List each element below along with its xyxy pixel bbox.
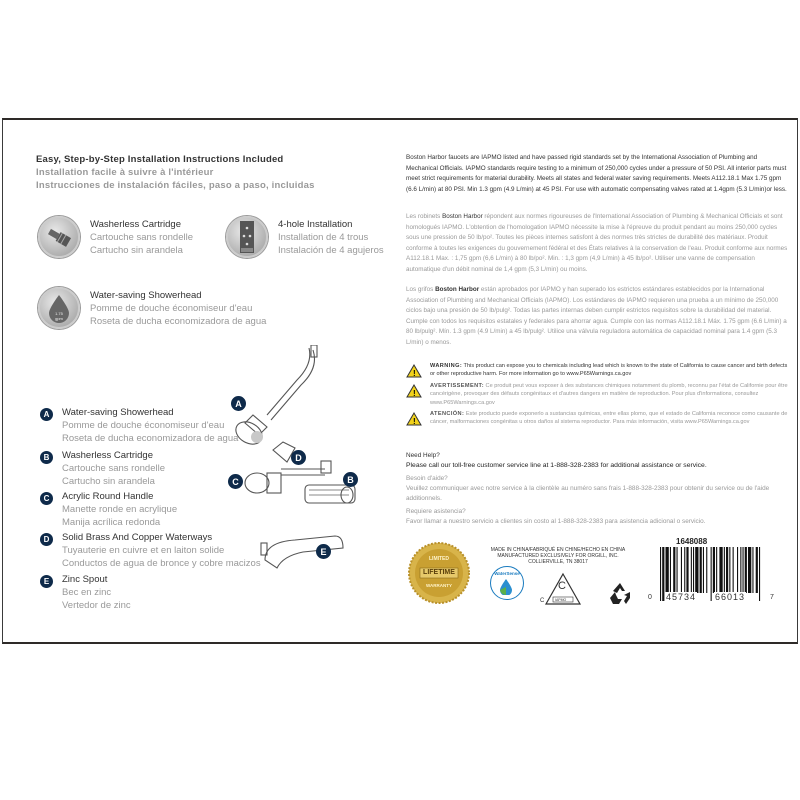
part-es: Conductos de agua de bronce y cobre macizos — [62, 558, 261, 569]
barcode-bar — [737, 547, 738, 593]
water-drop-icon — [38, 287, 80, 329]
faucet-parts-illustration — [225, 345, 375, 585]
barcode-bar — [752, 547, 753, 593]
barcode-bar — [695, 547, 698, 593]
feature-4-hole-installation — [226, 216, 384, 258]
barcode-bar — [719, 547, 722, 593]
para-pre: Les robinets — [406, 213, 443, 220]
part-c — [40, 491, 177, 528]
compliance-paragraph-en — [406, 153, 790, 195]
barcode-bar — [716, 547, 717, 593]
part-fr: Tuyauterie en cuivre et en laiton solide — [62, 545, 225, 556]
warning-text: Ce produit peut vous exposer à des substances chimiques notamment du plomb, reconnu par l'état de Californie pour être cancérigène, provoquer des défauts congénitaux et d'autres dangers en matière de reproduction. Pour plus d'informations, consultez www.P65Warnings.ca.gov — [430, 383, 788, 406]
warning-fr — [406, 382, 790, 407]
warning-label: AVERTISSEMENT: — [430, 383, 484, 389]
callout-e: E — [316, 544, 331, 559]
part-fr: Bec en zinc — [62, 587, 112, 598]
iapmo-cert-mark — [540, 572, 586, 608]
sku-number: 1648088 — [676, 537, 708, 546]
manufactured-for-line: MANUFACTURED EXCLUSIVELY FOR ORGILL, INC. — [497, 553, 619, 559]
cartridge-icon — [38, 216, 80, 258]
part-letter-badge: D — [40, 533, 53, 546]
part-en: Washerless Cartridge — [62, 450, 153, 461]
upc-left-digit: 0 — [648, 594, 652, 601]
part-a — [40, 407, 238, 444]
barcode-bar — [700, 547, 702, 593]
warning-es — [406, 410, 790, 427]
part-fr: Pomme de douche économiseur d'eau — [62, 420, 225, 431]
barcode-bar — [681, 547, 682, 593]
feature-fr: Pomme de douche économiseur d'eau — [90, 302, 253, 314]
barcode-bar — [745, 547, 747, 593]
feature-water-saving-showerhead — [38, 287, 266, 329]
upc-left-group: 45734 — [666, 592, 697, 602]
callout-a: A — [231, 396, 246, 411]
barcode-bar — [759, 547, 760, 601]
barcode-bar — [691, 547, 692, 593]
watersense-text: WaterSense — [494, 571, 520, 576]
seal-top-text: LIMITED — [429, 556, 449, 562]
feature-washerless-cartridge — [38, 216, 193, 258]
part-letter-badge: C — [40, 492, 53, 505]
barcode-bar — [703, 547, 704, 593]
warning-triangle-icon — [406, 412, 422, 426]
four-hole-icon — [226, 216, 268, 258]
svg-text:!: ! — [413, 389, 416, 398]
barcode-bar — [748, 547, 751, 593]
lifetime-warranty-seal — [408, 542, 470, 604]
callout-b: B — [343, 472, 358, 487]
address-line: COLLIERVILLE, TN 38017 — [528, 559, 588, 565]
barcode-bar — [726, 547, 728, 593]
part-en: Acrylic Round Handle — [62, 491, 154, 502]
heading-fr: Installation facile à suivre à l'intérieur — [36, 167, 214, 178]
barcode-bar — [684, 547, 685, 593]
feature-en: Washerless Cartridge — [90, 218, 181, 230]
part-es: Manija acrílica redonda — [62, 517, 161, 528]
upc-right-digit: 7 — [770, 594, 774, 601]
barcode-bar — [677, 547, 678, 593]
barcode-bar — [743, 547, 744, 593]
callout-c: C — [228, 474, 243, 489]
part-fr: Cartouche sans rondelle — [62, 463, 165, 474]
part-es: Roseta de ducha economizadora de agua — [62, 433, 239, 444]
heading-en: Easy, Step-by-Step Installation Instructions Included — [36, 154, 284, 165]
part-letter-badge: E — [40, 575, 53, 588]
barcode-bar — [729, 547, 730, 593]
compliance-paragraph-es — [406, 285, 790, 349]
warning-label: WARNING: — [430, 363, 463, 369]
warning-en — [406, 362, 790, 379]
barcode-bar — [733, 547, 734, 593]
part-en: Solid Brass And Copper Waterways — [62, 532, 213, 543]
brand-name: Boston Harbor — [442, 213, 483, 220]
part-en: Water-saving Showerhead — [62, 407, 174, 418]
help-question-es: Requiere asistencia? — [406, 508, 466, 515]
part-e — [40, 574, 131, 611]
watersense-logo — [490, 566, 524, 600]
para-text: faucets are IAPMO listed and have passed rigid standards set by the International Association of Plumbing and Mechanical Officials. IAPMO standards require testing to a minimum of 250,000 cycles under a pressure of 50 PSI. All interior parts must meet strict requirements for material durability. Meets all states and federal water saving requirements. Meets A112.18.1 Max 1.75 gpm (6.6 L/min) at 80 PSI. Min 1.3 gpm (4.9 L/min) at 45 PSI. For use with automatic compensating valves rated at 1.4gpm (5.3 L/min)or less. — [406, 154, 787, 193]
barcode-bar — [670, 547, 671, 593]
warning-text: Este producto puede exponerlo a sustancias químicas, entre ellas plomo, que el estado de California reconoce como causante de cáncer, malformaciones congénitas u otros daños al sistema reproductor. Para más información, visita www.P65Warnings.ca.gov — [430, 411, 788, 426]
made-in-line: MADE IN CHINA/FABRIQUÉ EN CHINE/HECHO EN CHINA — [490, 547, 626, 553]
part-es: Cartucho sin arandela — [62, 476, 155, 487]
brand-name: Boston Harbor — [406, 154, 447, 161]
part-en: Zinc Spout — [62, 574, 108, 585]
help-answer-en: Please call our toll-free customer service line at 1-888-328-2383 for additional assistance or service. — [406, 462, 707, 469]
barcode-bar — [673, 547, 675, 593]
feature-es: Cartucho sin arandela — [90, 244, 183, 256]
heading-es: Instrucciones de instalación fáciles, paso a paso, incluidas — [36, 180, 315, 191]
upc-right-group: 66013 — [715, 592, 746, 602]
feature-es: Instalación de 4 agujeros — [278, 244, 384, 256]
help-answer-es: Favor llamar a nuestro servicio a clientes sin costo al 1-888-328-2383 para asistencia adicional o servicio. — [406, 518, 706, 525]
installation-heading — [36, 154, 315, 191]
feature-fr: Installation de 4 trous — [278, 231, 369, 243]
cert-letter: C — [558, 580, 566, 592]
help-question-en: Need Help? — [406, 452, 440, 459]
barcode-bar — [706, 547, 707, 593]
warning-text: This product can expose you to chemicals including lead which is known to the state of California to cause cancer and birth defects or other reproductive harm. For more information go to www.P65Warnings.ca.gov — [430, 363, 788, 378]
recycle-icon — [608, 582, 632, 609]
manufacturer-info — [478, 547, 638, 565]
feature-en: Water-saving Showerhead — [90, 289, 202, 301]
barcode-bar — [713, 547, 715, 593]
feature-fr: Cartouche sans rondelle — [90, 231, 193, 243]
seal-bottom-text: WARRANTY — [426, 583, 452, 588]
para-pre: Los grifos — [406, 286, 436, 293]
callout-d: D — [291, 450, 306, 465]
part-es: Vertedor de zinc — [62, 600, 131, 611]
warning-triangle-icon — [406, 364, 422, 378]
drop-label: 1.75 gpm — [55, 311, 63, 321]
warning-triangle-icon — [406, 384, 422, 398]
barcode-bar — [693, 547, 694, 593]
para-text: répondent aux normes rigoureuses de l'International Association of Plumbing & Mechanical Officials et sont homologués IAPMO. L'obtention de l'homologation IAPMO nécessite la mise à l'épreuve du produit pendant au moins 250,000 cycles sous une pression de 50 lb/po². Toutes les pièces internes satisfont à des normes très strictes de durabilité des matériaux. Produit conforme à toutes les exigences du gouvernement fédéral et des États relatives à la conservation de l'eau. Produit conforme aux normes A112.18.1 Max. : 1,75 gpm (6,6 L/min) à 80 lb/po². Min. : 1,3 gpm (4,9 L/min) à 45 lb/po². Utiliser une vanne de compensation automatique d'un débit nominal de 1,4 gpm (5,3 L/min) ou moins. — [406, 213, 788, 273]
barcode-bar — [756, 547, 758, 593]
svg-text:!: ! — [413, 369, 416, 378]
barcode-bar — [740, 547, 741, 593]
part-fr: Manette ronde en acrylique — [62, 504, 178, 515]
feature-en: 4-hole Installation — [278, 218, 353, 230]
compliance-paragraph-fr — [406, 212, 790, 276]
help-question-fr: Besoin d'aide? — [406, 475, 448, 482]
cert-left-letter: C — [540, 598, 545, 604]
cert-base-text: IAPMO — [555, 597, 567, 602]
part-b — [40, 450, 165, 487]
para-text: están aprobados por IAPMO y han superado los estrictos estándares establecidos por la International Association of Plumbing and Mechanical Officials (IAPMO). Los estándares de IAPMO requieren una prueba a un mínimo de 250,000 ciclos bajo una presión de 50 lb/pulg². Todas las partes internas deben cumplir estrictos requisitos sobre la durabilidad del material. Cumple con todos los requisitos estatales y federales para ahorrar agua. Cumple con las normas A112.18.1 Máx. 1.75 gpm (6.6 L/min) a 80 lb/pulg². Mín. 1.3 gpm (4.9 L/min) a 45 lb/pulg². Utilice una válvula reguladora automática de capacidad nominal para 1.4 gpm (5.3 L/min) o menos. — [406, 286, 787, 346]
brand-name: Boston Harbor — [435, 286, 480, 293]
help-answer-fr: Veuillez communiquer avec notre service à la clientèle au numéro sans frais 1-888-328-2383 pour obtenir du service ou de l'aide additionnels. — [406, 485, 770, 502]
barcode-bar — [711, 547, 712, 601]
barcode-bar — [660, 547, 661, 601]
part-letter-badge: B — [40, 451, 53, 464]
part-letter-badge: A — [40, 408, 53, 421]
feature-es: Roseta de ducha economizadora de agua — [90, 315, 267, 327]
warning-label: ATENCIÓN: — [430, 411, 465, 417]
barcode-bar — [724, 547, 725, 593]
help-section — [406, 451, 790, 527]
barcode-bar — [666, 547, 669, 593]
seal-mid-text: LIFETIME — [423, 569, 455, 576]
svg-text:!: ! — [413, 417, 416, 426]
barcode-bar — [686, 547, 688, 593]
